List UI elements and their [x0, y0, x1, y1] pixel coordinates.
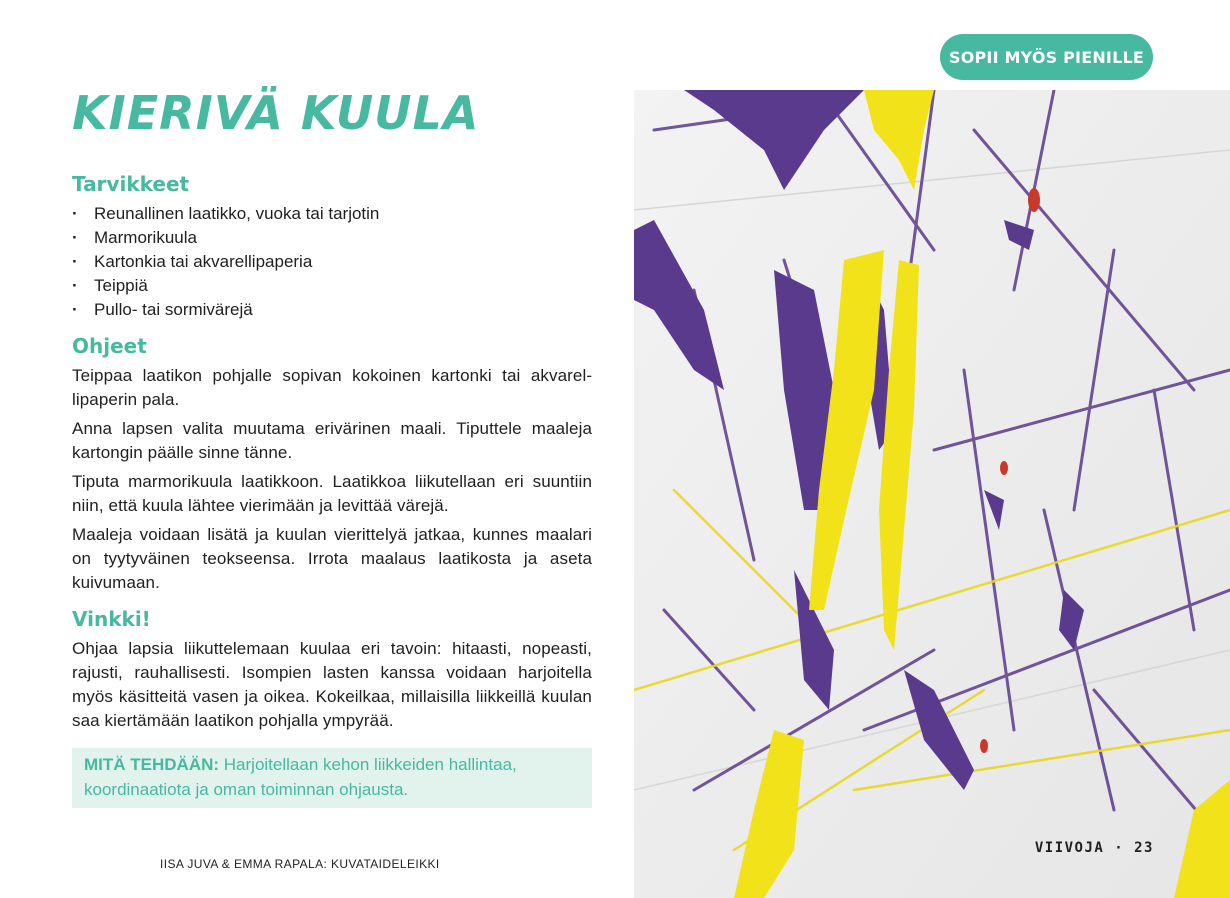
badge-sopii-myos-pienille: SOPII MYÖS PIENILLE	[940, 34, 1153, 80]
instruction-paragraph: Tiputa marmorikuula laatikkoon. Laatikkoa liikutellaan eri suuntiin niin, että kuula lähtee vierimään ja levittää värejä.	[72, 472, 592, 515]
list-item: · Pullo- tai sormivärejä	[72, 298, 592, 322]
main-content	[72, 170, 592, 808]
tip-paragraph: Ohjaa lapsia liikuttelemaan kuulaa eri tavoin: hitaasti, nopeasti, rajusti, rauhallisesti. Isompien lasten kanssa voidaan harjoitella myös käsitteitä vasen ja oikea. Kokeilkaa, millaisilla liikkeillä kuulan saa kiertämään laatikon pohjalla ympyrää.	[72, 639, 592, 730]
supplies-heading: Tarvikkeet	[72, 172, 190, 196]
supplies-list	[72, 202, 592, 322]
instruction-paragraph: Maaleja voidaan lisätä ja kuulan vierittelyä jatkaa, kunnes maalari on tyytyväinen teokseensa. Irrota maalaus laatikosta ja aseta kuivumaan.	[72, 525, 592, 592]
goal-callout	[72, 748, 592, 808]
list-item: · Teippiä	[72, 274, 592, 298]
list-item: · Reunallinen laatikko, vuoka tai tarjotin	[72, 202, 592, 226]
instruction-paragraph: Teippaa laatikon pohjalle sopivan kokoinen kartonki tai akvarellipaperin pala.	[72, 366, 592, 409]
instruction-paragraph: Anna lapsen valita muutama erivärinen maali. Tiputtele maaleja kartongin päälle sinne tänne.	[72, 419, 592, 462]
page-title: KIERIVÄ KUULA	[72, 86, 480, 140]
marble-painting-photo	[634, 90, 1230, 898]
list-item: · Marmorikuula	[72, 226, 592, 250]
instructions-heading: Ohjeet	[72, 334, 147, 358]
tip-heading: Vinkki!	[72, 607, 151, 631]
footer-credit: IISA JUVA & EMMA RAPALA: KUVATAIDELEIKKI	[160, 857, 440, 871]
page-number-label: VIIVOJA · 23	[1034, 840, 1154, 856]
callout-text: Harjoitellaan kehon liikkeiden hallintaa, koordinaatiota ja oman toiminnan ohjausta.	[84, 755, 517, 799]
list-item: · Kartonkia tai akvarellipaperia	[72, 250, 592, 274]
callout-label: MITÄ TEHDÄÄN:	[84, 755, 220, 774]
painting-art	[634, 90, 1230, 898]
